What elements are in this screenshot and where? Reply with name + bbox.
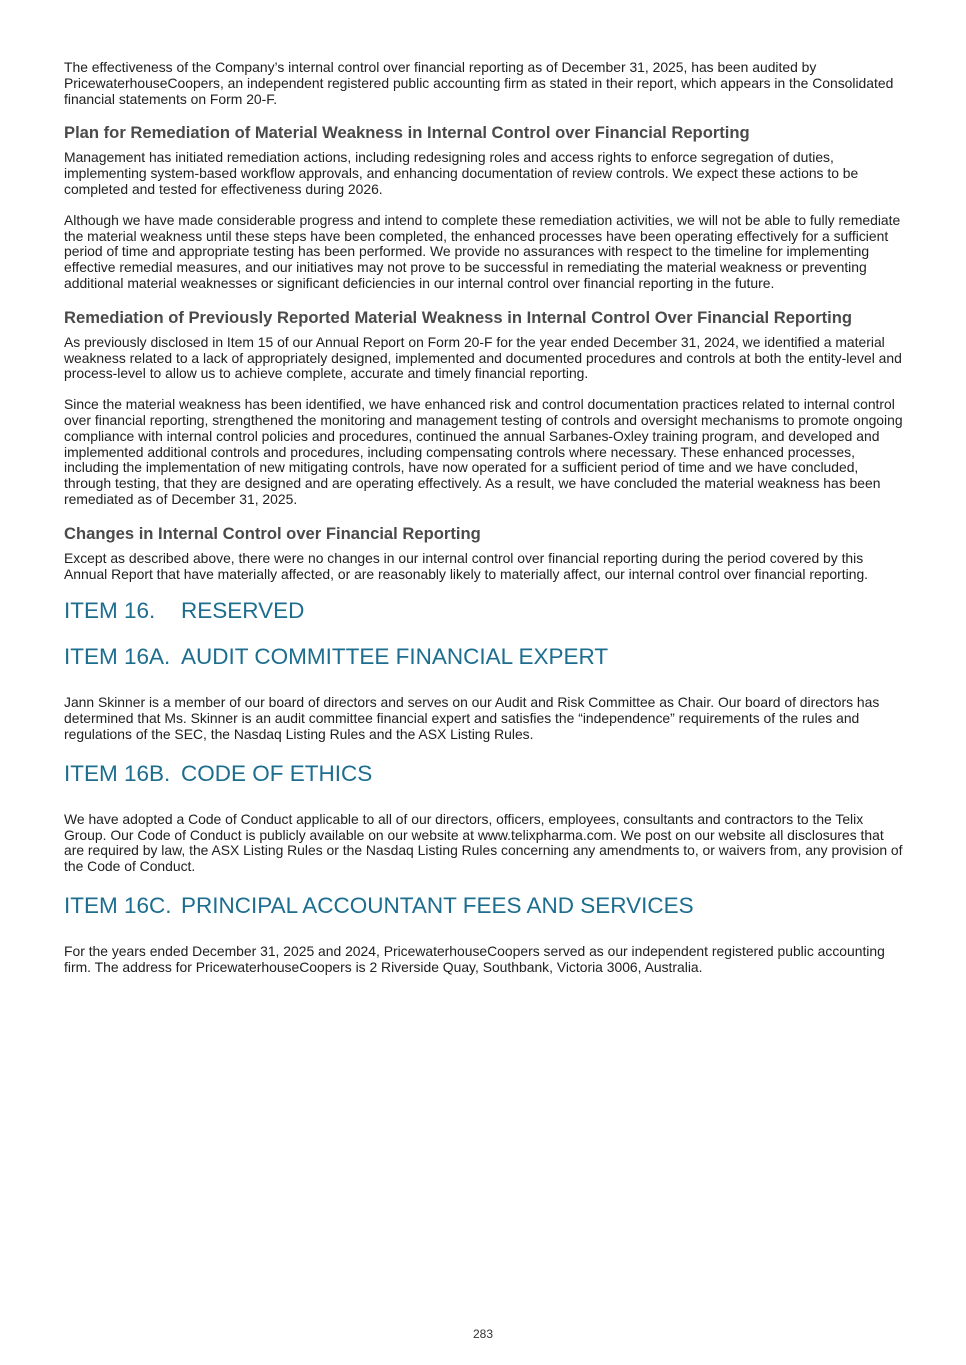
paragraph-accountant-fees: For the years ended December 31, 2025 and 2024, PricewaterhouseCoopers served as our independent registered public accounting firm. The address for PricewaterhouseCoopers is 2 Riverside Quay, Southbank, Victoria 3006, Australia. [64,942,885,975]
item-16-heading [64,597,904,625]
paragraph-previous-weakness-1: As previously disclosed in Item 15 of our Annual Report on Form 20-F for the year ended December 31, 2024, we identified a material weakness related to a lack of appropriately designed, implemented and documented procedures and controls at both the entity-level and process-level to allow us to achieve complete, accurate and timely financial reporting. [64,333,902,382]
paragraph-remediation-plan-2: Although we have made considerable progress and intend to complete these remediation activities, we will not be able to fully remediate the material weakness until these steps have been completed, the enhanced processes have been operating effectively for a sufficient period of time and appropriate testing has been performed. We provide no assurances with respect to the timeline for implementing effective remedial measures, and our initiatives may not prove to be successful in remediating the material weakness or preventing additional material weaknesses or significant deficiencies in our internal control over financial reporting in the future. [64,211,901,291]
item-16a-number: ITEM 16A. [64,644,171,670]
item-16b-number: ITEM 16B. [64,760,171,786]
item-16a-title: AUDIT COMMITTEE FINANCIAL EXPERT [181,644,609,670]
paragraph-changes-icfr: Except as described above, there were no changes in our internal control over financial reporting during the period covered by this Annual Report that have materially affected, or are reasonably likely to materially affect, our internal control over financial reporting. [64,549,869,582]
subheading-previous-weakness: Remediation of Previously Reported Material Weakness in Internal Control Over Financial Reporting [64,307,853,327]
paragraph-remediation-plan-1: Management has initiated remediation actions, including redesigning roles and access rights to enforce segregation of duties, implementing system-based workflow approvals, and enhancing documentation of review controls. We expect these actions to be completed and tested for effectiveness during 2026. [64,149,859,197]
item-16b-title: CODE OF ETHICS [181,760,373,786]
item-16c-number: ITEM 16C. [64,892,172,918]
item-16-number: ITEM 16. [64,598,156,624]
subheading-changes-icfr: Changes in Internal Control over Financial Reporting [64,523,481,543]
paragraph-code-of-ethics: We have adopted a Code of Conduct applicable to all of our directors, officers, employees, consultants and contractors to the Telix Group. Our Code of Conduct is publicly available on our website at www.telixpharma.com. We post on our website all disclosures that are required by law, the ASX Listing Rules or the Nasdaq Listing Rules concerning any amendments to, or waivers from, any provision of the Code of Conduct. [64,810,903,875]
page-number: 283 [472,1327,494,1341]
item-16-title: RESERVED [181,598,305,624]
subheading-remediation-plan: Plan for Remediation of Material Weakness in Internal Control over Financial Reporting [64,123,750,143]
item-16c-title: PRINCIPAL ACCOUNTANT FEES AND SERVICES [181,892,694,918]
item-16c-heading [64,892,904,920]
item-16b-heading [64,760,904,788]
paragraph-audit-effectiveness: The effectiveness of the Company’s internal control over financial reporting as of December 31, 2025, has been audited by PricewaterhouseCoopers, an independent registered public accounting firm as stated in their report, which appears in the Consolidated financial statements on Form 20-F. [64,59,894,107]
paragraph-audit-committee-expert: Jann Skinner is a member of our board of directors and serves on our Audit and Risk Committee as Chair. Our board of directors has determined that Ms. Skinner is an audit committee financial expert and satisfies the “independence” requirements of the rules and regulations of the SEC, the Nasdaq Listing Rules and the ASX Listing Rules. [64,694,880,742]
paragraph-previous-weakness-2: Since the material weakness has been identified, we have enhanced risk and control documentation practices related to internal control over financial reporting, strengthened the monitoring and management testing of controls and oversight mechanisms to promote ongoing compliance with internal control policies and procedures, continued the annual Sarbanes-Oxley training program, and developed and implemented additional controls and procedures, including compensating controls where necessary. These enhanced processes, including the implementation of new mitigating controls, have now operated for a sufficient period of time and we have concluded, through testing, that they are designed and are operating effectively. As a result, we have concluded the material weakness has been remediated as of December 31, 2025. [64,396,903,507]
document-page [64,60,904,991]
item-16a-heading [64,643,904,671]
